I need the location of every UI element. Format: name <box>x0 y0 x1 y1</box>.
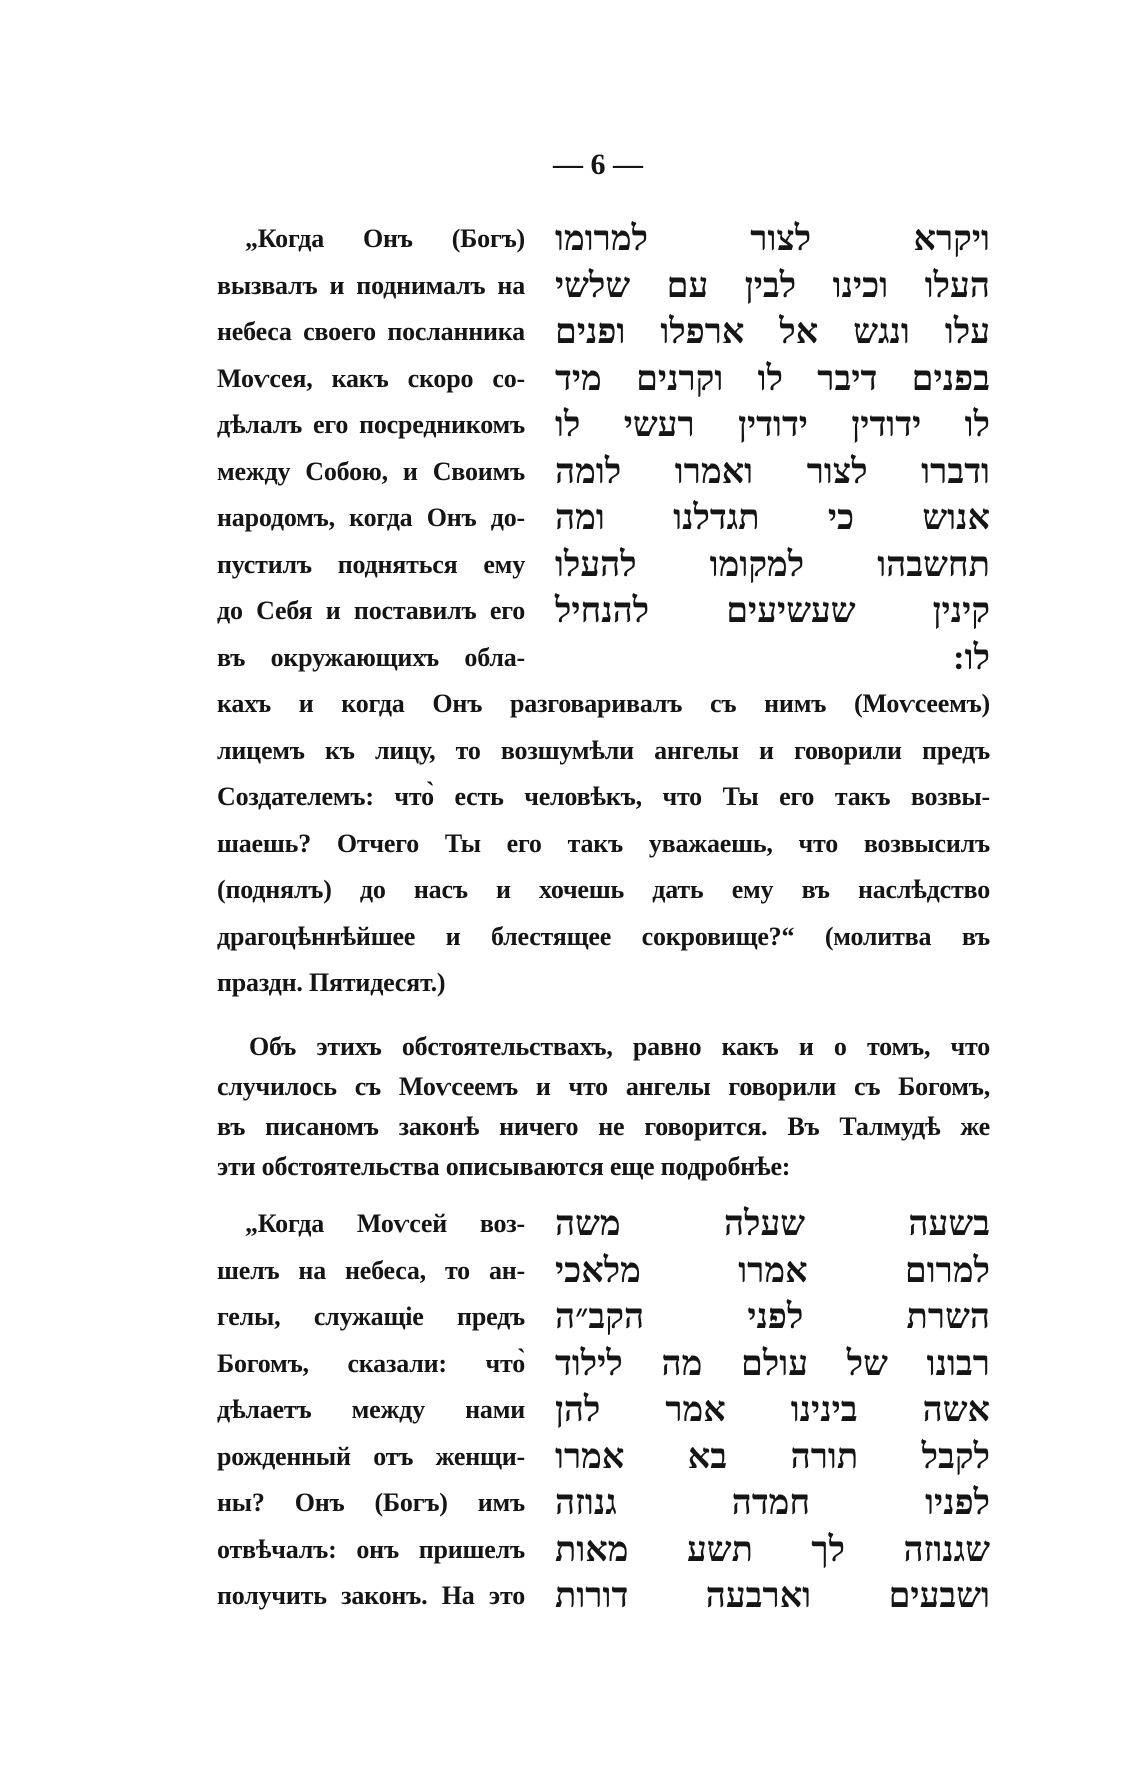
hebrew-line: לו ידודין ידודין רעשי לו <box>555 405 990 444</box>
hebrew-line: השרת לפני הקב״ה <box>555 1297 990 1336</box>
hebrew-line: עלו ונגש אל ארפלו ופנים <box>555 312 990 351</box>
russian-line: вызвалъ и поднималъ на <box>217 270 525 300</box>
russian-line: гелы, служащіе предъ <box>217 1302 525 1331</box>
russian-line: „Когда Онъ (Богъ) <box>245 224 525 253</box>
russian-line: „Когда Моѵсей воз- <box>245 1209 525 1238</box>
russian-line: ны? Онъ (Богъ) имъ <box>217 1488 525 1517</box>
russian-translation-column <box>217 1201 525 1620</box>
prayer-continuation-paragraph <box>217 681 990 1007</box>
paragraph-line: праздн. Пятидесят.) <box>217 968 446 997</box>
hebrew-line: רבונו של עולם מה לילוד <box>555 1343 990 1383</box>
hebrew-line: ויקרא לצור למרומו <box>555 219 990 258</box>
russian-line: отвѣчалъ: онъ пришелъ <box>217 1534 525 1564</box>
hebrew-text-column <box>555 216 990 681</box>
talmud-quote-section <box>217 1201 992 1620</box>
russian-line: рожденный отъ женщи- <box>217 1441 525 1471</box>
russian-line: пустилъ подняться ему <box>217 549 525 579</box>
russian-line: дѣлалъ его посредникомъ <box>217 410 525 439</box>
hebrew-line: אשה בינינו אמר להן <box>555 1390 990 1429</box>
hebrew-line: ודברו לצור ואמרו לומה <box>555 451 990 491</box>
paragraph-line: эти обстоятельства описываются еще подробнѣе: <box>217 1152 791 1181</box>
hebrew-line: למרום אמרו מלאכי <box>555 1250 990 1290</box>
paragraph-line: кахъ и когда Онъ разговаривалъ съ нимъ (Моѵсеемъ) <box>217 689 990 718</box>
hebrew-line: בפנים דיבר לו וקרנים מיד <box>555 358 990 398</box>
russian-line: въ окружающихъ обла- <box>217 642 525 672</box>
hebrew-line: לקבל תורה בא אמרו <box>555 1436 990 1476</box>
russian-line: небеса своего посланника <box>217 317 525 346</box>
page-number: — 6 — <box>553 148 643 181</box>
russian-line: между Собою, и Своимъ <box>217 456 525 486</box>
hebrew-line: לו: <box>953 637 990 677</box>
russian-line: дѣлаетъ между нами <box>217 1395 525 1424</box>
hebrew-line: לפניו חמדה גנוזה <box>555 1483 990 1522</box>
russian-line: Богомъ, сказали: что̀ <box>217 1348 525 1378</box>
hebrew-line: ושבעים וארבעה דורות <box>555 1576 990 1615</box>
hebrew-text-column <box>555 1201 990 1620</box>
hebrew-line: תחשבהו למקומו להעלו <box>555 544 990 584</box>
russian-line: получить законъ. На это <box>217 1581 525 1610</box>
paragraph-line: лицемъ къ лицу, то возшумѣли ангелы и говорили предъ <box>217 735 990 765</box>
hebrew-line: קינין שעשיעים להנחיל <box>555 591 990 630</box>
paragraph-line: случилось съ Моѵсеемъ и что ангелы говорили съ Богомъ, <box>217 1072 990 1101</box>
russian-line: Моѵсея, какъ скоро со- <box>217 363 525 393</box>
russian-translation-column <box>217 216 525 681</box>
hebrew-line: אנוש כי תגדלנו ומה <box>555 498 990 537</box>
paragraph-line: драгоцѣннѣйшее и блестящее сокровище?“ (молитва въ <box>217 921 990 951</box>
russian-line: шелъ на небеса, то ан- <box>217 1255 525 1285</box>
paragraph-line: въ писаномъ законѣ ничего не говорится. Въ Талмудѣ же <box>217 1112 990 1141</box>
paragraph-line: Создателемъ: что̀ есть человѣкъ, что Ты его такъ возвы- <box>217 782 990 811</box>
hebrew-line: שגנוזה לך תשע מאות <box>555 1529 990 1569</box>
russian-line: народомъ, когда Онъ до- <box>217 503 525 532</box>
prayer-quote-section <box>217 216 992 681</box>
paragraph-line: шаешь? Отчего Ты его такъ уважаешь, что возвысилъ <box>217 828 990 858</box>
hebrew-line: בשעה שעלה משה <box>555 1204 990 1243</box>
russian-line: до Себя и поставилъ его <box>217 596 525 625</box>
hebrew-line: העלו וכינו לבין עם שלשי <box>555 265 990 305</box>
paragraph-line: (поднялъ) до насъ и хочешь дать ему въ наслѣдство <box>217 875 990 904</box>
paragraph-line: Объ этихъ обстоятельствахъ, равно какъ и о томъ, что <box>249 1032 990 1061</box>
commentary-paragraph <box>217 1027 990 1187</box>
